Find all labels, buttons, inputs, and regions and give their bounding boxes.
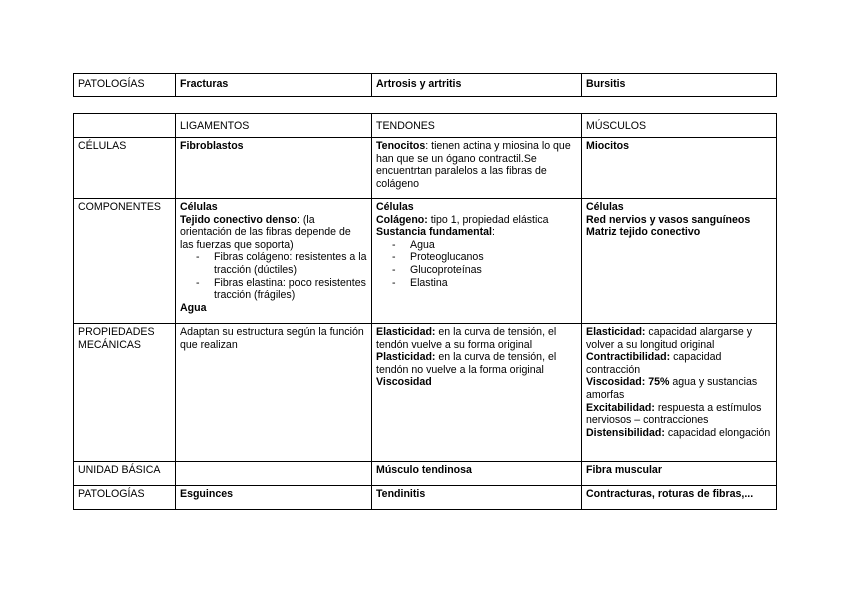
row-label: PATOLOGÍAS: [74, 74, 176, 97]
row-label: UNIDAD BÁSICA: [74, 462, 176, 486]
table-cell: Contracturas, roturas de fibras,...: [582, 486, 777, 510]
header-ligamentos: LIGAMENTOS: [176, 114, 372, 138]
comparison-table: [73, 113, 777, 510]
table-cell: Tendinitis: [372, 486, 582, 510]
list-item: - Proteoglucanos: [392, 251, 577, 264]
table-row: [74, 199, 777, 324]
list-item: - Agua: [392, 239, 577, 252]
row-label: COMPONENTES: [74, 199, 176, 324]
header-row: [74, 114, 777, 138]
row-label: PATOLOGÍAS: [74, 486, 176, 510]
table-row: [74, 324, 777, 462]
header-musculos: MÚSCULOS: [582, 114, 777, 138]
table-cell: Células Colágeno: tipo 1, propiedad elástica Sustancia fundamental: - Agua - Proteoglucanos - Glucoproteínas - Elastina: [372, 199, 582, 324]
table-cell: Fibra muscular: [582, 462, 777, 486]
pathologies-table: [73, 73, 777, 97]
table-cell: Fracturas: [176, 74, 372, 97]
table-cell: Miocitos: [582, 138, 777, 199]
table-cell: Células Red nervios y vasos sanguíneos Matriz tejido conectivo: [582, 199, 777, 324]
list-item: - Fibras colágeno: resistentes a la tracción (dúctiles): [196, 251, 367, 276]
table-cell: Elasticidad: capacidad alargarse y volver a su longitud original Contractibilidad: capacidad contracción Viscosidad: 75% agua y sustancias amorfas Excitabilidad: respuesta a estímulos nerviosos – contracciones Distensibilidad: capacidad elongación: [582, 324, 777, 462]
header-cell-empty: [74, 114, 176, 138]
table-cell: Tenocitos: tienen actina y miosina lo que han que se un ógano contractil.Se encuentrtan paralelos a las fibras de colágeno: [372, 138, 582, 199]
table-cell: Bursitis: [582, 74, 777, 97]
table-cell: Músculo tendinosa: [372, 462, 582, 486]
table-cell: Adaptan su estructura según la función que realizan: [176, 324, 372, 462]
list-item: - Elastina: [392, 277, 577, 290]
table-cell: [176, 462, 372, 486]
table-cell: Fibroblastos: [176, 138, 372, 199]
table-cell: Elasticidad: en la curva de tensión, el tendón vuelve a su forma original Plasticidad: en la curva de tensión, el tendón no vuelve a la forma original Viscosidad: [372, 324, 582, 462]
table-cell: Células Tejido conectivo denso: (la orientación de las fibras depende de las fuerzas que soporta) - Fibras colágeno: resistentes a la tracción (dúctiles) - Fibras elastina: poco resistentes tracción (frágiles) Agua: [176, 199, 372, 324]
row-label: PROPIEDADES MECÁNICAS: [74, 324, 176, 462]
list-item: - Fibras elastina: poco resistentes tracción (frágiles): [196, 277, 367, 302]
table-row: [74, 138, 777, 199]
table-row: [74, 74, 777, 97]
table-row: [74, 486, 777, 510]
header-tendones: TENDONES: [372, 114, 582, 138]
row-label: CÉLULAS: [74, 138, 176, 199]
table-cell: Esguinces: [176, 486, 372, 510]
list-item: - Glucoproteínas: [392, 264, 577, 277]
table-row: [74, 462, 777, 486]
table-cell: Artrosis y artritis: [372, 74, 582, 97]
